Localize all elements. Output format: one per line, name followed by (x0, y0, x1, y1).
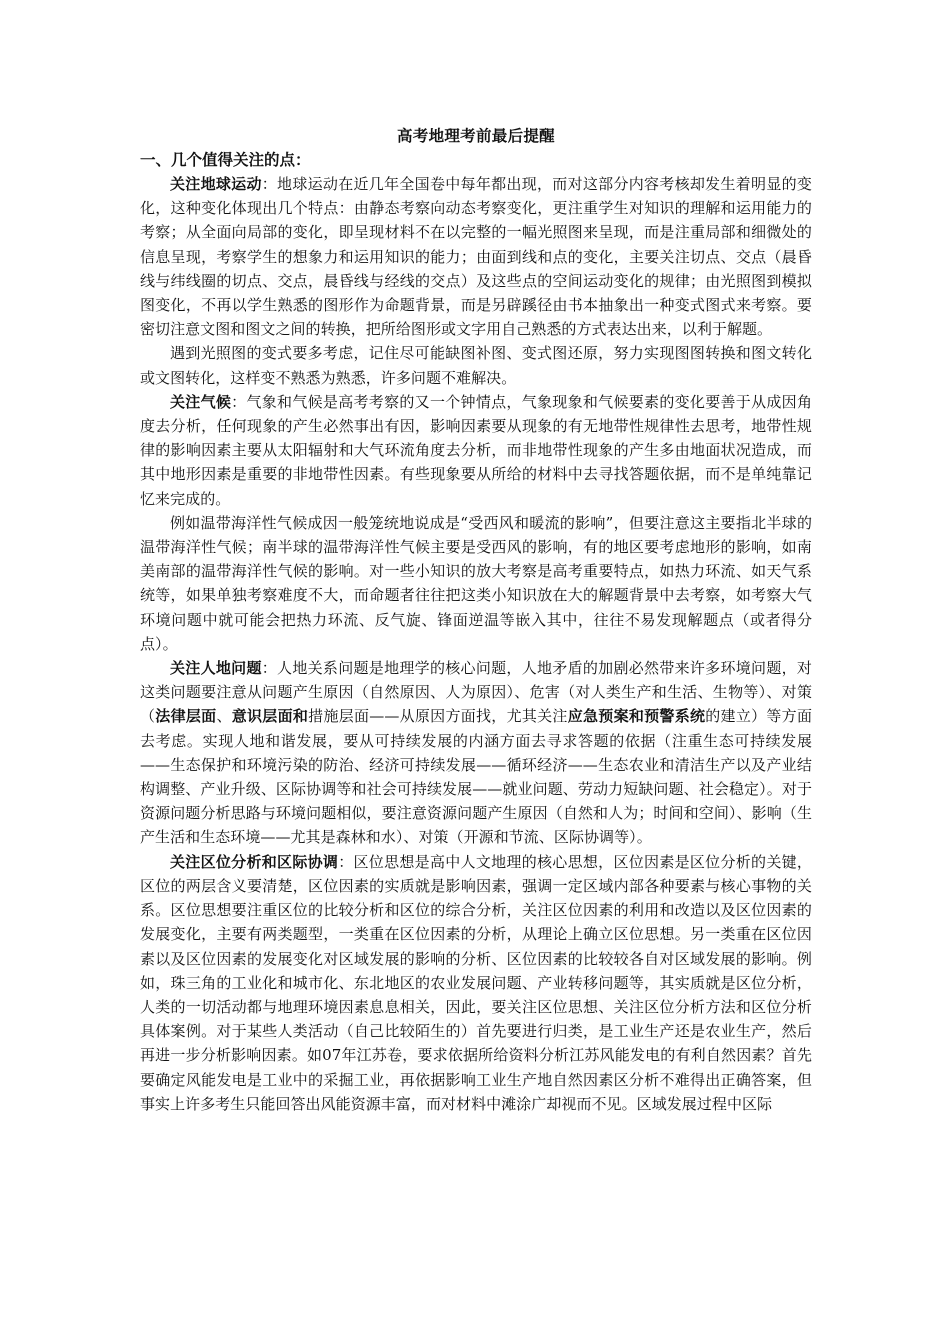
bold-phrase: 应急预案和预警系统 (567, 707, 706, 726)
bold-phrase: 法律层面 (155, 707, 217, 726)
paragraph-text: 措施层面——从原因方面找，尤其关注 (308, 707, 568, 726)
document-title: 高考地理考前最后提醒 (396, 126, 555, 145)
paragraph-lead: 关注气候 (170, 392, 232, 411)
paragraph-lead: 关注人地问题 (170, 659, 262, 678)
paragraph-text: ：区位思想是高中人文地理的核心思想，区位因素是区位分析的关键，区位的两层含义要清楚，区位因素的实质就是影响因素，强调一定区域内部各种要素与核心事物的关系。区位思想要注重区位的比较分析和区位的综合分析，关注区位因素的利用和改造以及区位因素的发展变化，主要有两类题型，一类重在区位因素的分析，从理论上确立区位思想。另一类重在区位因素以及区位因素的发展变化对区域发展的影响的分析、区位因素的比较较各自对区域发展的影响。例如，珠三角的工业化和城市化、东北地区的农业发展问题、产业转移问题等，其实质就是区位分析，人类的一切活动都与地理环境因素息息相关，因此，要关注区位思想、关注区位分析方法和区位分析具体案例。对于某些人类活动（自己比较陌生的）首先要进行归类，是工业生产还是农业生产，然后再进一步分析影响因素。如07年江苏卷，要求依据所给资料分析江苏风能发电的有利自然因素？首先要确定风能发电是工业中的采掘工业，再依据影响工业生产地自然因素区分析不难得出正确答案，但事实上许多考生只能回答出风能资源丰富，而对材料中滩涂广却视而不见。区域发展过程中区际 (140, 852, 812, 1113)
paragraph-illumination-map: 遇到光照图的变式要多考虑，记住尽可能缺图补图、变式图还原，努力实现图图转换和图文转化或文图转化，这样变不熟悉为熟悉，许多问题不难解决。 (140, 344, 812, 387)
paragraph-climate-example: 例如温带海洋性气候成因一般笼统地说成是“受西风和暖流的影响”，但要注意这主要指北半球的温带海洋性气候；南半球的温带海洋性气候主要是受西风的影响，有的地区要考虑地形的影响，如南美南部的温带海洋性气候的影响。对一些小知识的放大考察是高考重要特点，如热力环流、如天气系统等，如果单独考察难度不大，而命题者往往把这类小知识放在大的解题背景中去考察，如考察大气环境问题中就可能会把热力环流、反气旋、锋面逆温等嵌入其中，往往不易发现解题点（或者得分点）。 (140, 513, 812, 653)
paragraph-text: 的建立）等方面去考虑。实现人地和谐发展，要从可持续发展的内涵方面去寻求答题的依据（注重生态可持续发展——生态保护和环境污染的防治、经济可持续发展——循环经济——生态农业和清洁生产以及产业结构调整、产业升级、区际协调等和社会可持续发展——就业问题、劳动力短缺问题、社会稳定）。对于资源问题分析思路与环境问题相似，要注意资源问题产生原因（自然和人为；时间和空间）、影响（生产生活和生态环境——尤其是森林和水）、对策（开源和节流、区际协调等）。 (140, 707, 813, 847)
paragraph-human-land (140, 656, 812, 850)
paragraph-lead: 关注区位分析和区际协调 (170, 852, 339, 871)
bold-phrase: 意识层面和 (231, 707, 309, 726)
section-heading: 一、几个值得关注的点： (140, 150, 311, 169)
paragraph-text: ：地球运动在近几年全国卷中每年都出现，而对这部分内容考核却发生着明显的变化，这种变化体现出几个特点：由静态考察向动态考察变化，更注重学生对知识的理解和运用能力的考察；从全面向局部的变化，即呈现材料不在以完整的一幅光照图来呈现，而是注重局部和细微处的信息呈现，考察学生的想象力和运用知识的能力；由面到线和点的变化，主要关注切点、交点（晨昏线与纬线圈的切点、交点，晨昏线与经线的交点）及这些点的空间运动变化的规律；由光照图到模拟图变化，不再以学生熟悉的图形作为命题背景，而是另辟蹊径由书本抽象出一种变式图式来考察。要密切注意文图和图文之间的转换，把所给图形或文字用自己熟悉的方式表达出来，以利于解题。 (140, 175, 812, 339)
document-page (140, 124, 812, 1116)
paragraph-location-analysis (140, 850, 812, 1116)
paragraph-earth-motion (140, 172, 812, 341)
paragraph-lead: 关注地球运动 (170, 175, 262, 193)
paragraph-text: 、 (216, 707, 232, 726)
paragraph-text: ：气象和气候是高考考察的又一个钟情点，气象现象和气候要素的变化要善于从成因角度去分析，任何现象的产生必然事出有因，影响因素要从现象的有无地带性规律性去思考，地带性规律的影响因素主要从太阳辐射和大气环流角度去分析，而非地带性现象的产生多由地面状况造成，而其中地形因素是重要的非地带性因素。有些现象要从所给的材料中去寻找答题依据，而不是单纯靠记忆来完成的。 (140, 392, 813, 508)
paragraph-text: ：人地关系问题是地理学的核心问题，人地矛盾的加剧必然带来许多环境问题，对这类问题要注意从问题产生原因（自然原因、人为原因）、危害（对人类生产和生活、生物等）、对策（ (140, 659, 812, 726)
paragraph-climate (140, 390, 812, 511)
